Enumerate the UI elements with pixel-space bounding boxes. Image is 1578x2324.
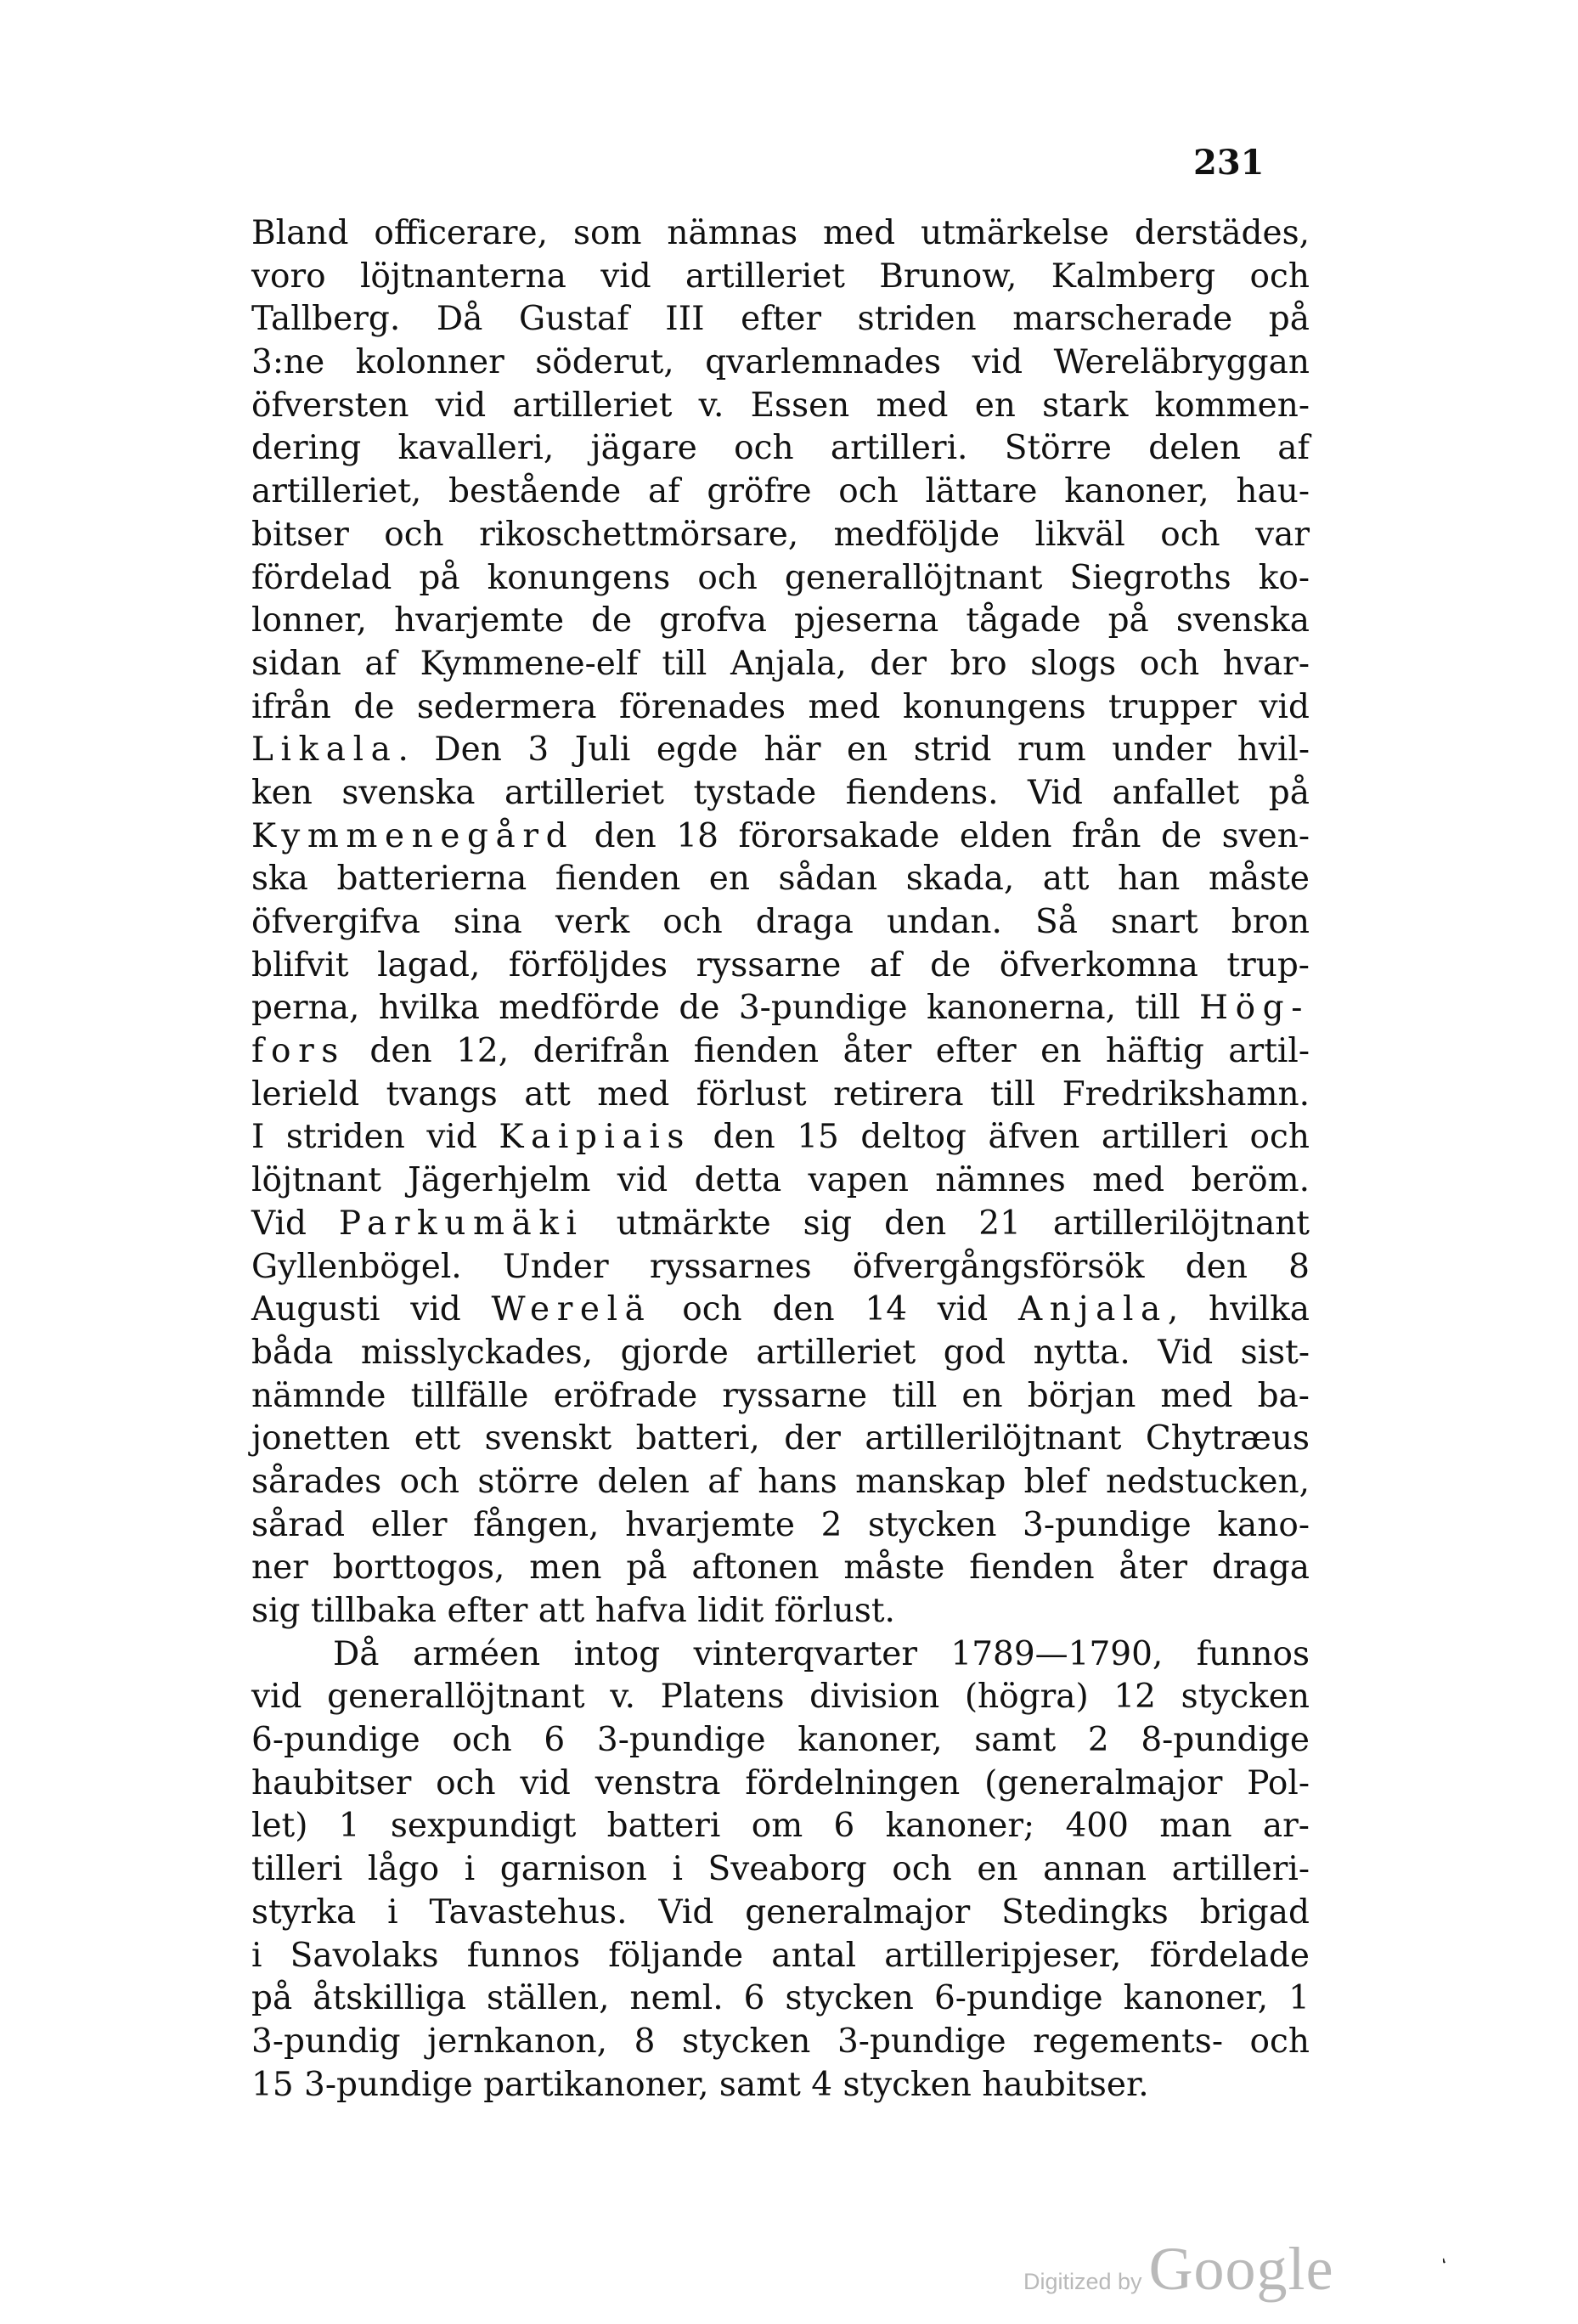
text-line [251, 385, 1310, 428]
text-line [251, 1676, 1310, 1719]
text-segment: ner borttogos, men på aftonen måste fienden åter draga [251, 1548, 1310, 1588]
text-line [251, 686, 1310, 730]
text-line [251, 514, 1310, 557]
place-name: Kaipiais [499, 1118, 692, 1157]
text-line [251, 1159, 1310, 1203]
text-line [251, 1289, 1310, 1332]
text-segment: och den 14 vid [651, 1290, 1019, 1329]
place-name: Hög- [1199, 989, 1310, 1028]
text-segment: bitser och rikoschettmörsare, medföljde likväl och var [251, 515, 1310, 554]
text-segment: på åtskilliga ställen, neml. 6 stycken 6-pundige kanoner, 1 [251, 1979, 1310, 2018]
text-line [251, 1074, 1310, 1117]
text-segment: 15 3-pundige partikanoner, samt 4 stycken haubitser. [251, 2065, 1149, 2104]
text-line [251, 600, 1310, 643]
text-line [251, 212, 1310, 256]
text-line [251, 1332, 1310, 1375]
text-line [251, 1719, 1310, 1763]
text-line [251, 1935, 1310, 1978]
text-segment: i Savolaks funnos följande antal artilleripjeser, fördelade [251, 1936, 1310, 1975]
text-line [251, 1375, 1310, 1419]
text-line [251, 1977, 1310, 2021]
text-line [251, 729, 1310, 772]
text-segment: båda misslyckades, gjorde artilleriet god nytta. Vid sist- [251, 1333, 1310, 1372]
digitized-watermark [1023, 2234, 1334, 2304]
text-line [251, 2064, 1310, 2107]
text-segment: utmärkte sig den 21 artillerilöjtnant [583, 1204, 1310, 1243]
text-segment: sig tillbaka efter att hafva lidit förlust. [251, 1592, 895, 1630]
watermark-prefix: Digitized by [1023, 2269, 1142, 2294]
text-segment: ken svenska artilleriet tystade fiendens. Vid anfallet på [251, 773, 1310, 812]
text-line [251, 1030, 1310, 1074]
place-name: Anjala [1018, 1290, 1168, 1329]
text-segment: dering kavalleri, jägare och artilleri. Större delen af [251, 429, 1310, 468]
text-segment: ifrån de sedermera förenades med konungens trupper vid [251, 687, 1310, 726]
text-segment: I striden vid [251, 1118, 499, 1157]
text-line [251, 1246, 1310, 1289]
body-text [251, 212, 1310, 2107]
text-line [251, 1504, 1310, 1548]
page-number: 231 [1193, 143, 1265, 183]
text-line [251, 901, 1310, 945]
text-line [251, 1805, 1310, 1848]
text-line [251, 256, 1310, 299]
text-line [251, 1633, 1310, 1677]
text-segment: sidan af Kymmene-elf till Anjala, der bro slogs och hvar- [251, 644, 1310, 683]
text-segment: 6-pundige och 6 3-pundige kanoner, samt 2 8-pundige [251, 1721, 1310, 1760]
text-segment: den 18 förorsakade elden från de sven- [574, 816, 1310, 855]
text-segment: styrka i Tavastehus. Vid generalmajor Stedingks brigad [251, 1892, 1310, 1932]
text-segment: ska batterierna fienden en sådan skada, att han måste [251, 860, 1310, 899]
text-segment: den 15 deltog äfven artilleri och [691, 1118, 1310, 1157]
text-segment: artilleriet, bestående af gröfre och lättare kanoner, hau- [251, 472, 1310, 511]
text-segment: sårades och större delen af hans manskap blef nedstucken, [251, 1462, 1310, 1501]
text-segment: lerield tvangs att med förlust retirera till Fredrikshamn. [251, 1075, 1310, 1114]
corner-mark-icon: ‘ [1439, 2254, 1455, 2277]
text-line [251, 772, 1310, 815]
text-segment: let) 1 sexpundigt batteri om 6 kanoner; 400 man ar- [251, 1807, 1310, 1846]
place-name: Likala [251, 730, 398, 770]
text-line [251, 341, 1310, 385]
text-segment: lonner, hvarjemte de grofva pjeserna tågade på svenska [251, 601, 1310, 640]
text-line [251, 557, 1310, 601]
text-line [251, 945, 1310, 988]
text-line [251, 1547, 1310, 1590]
text-segment: Vid [251, 1204, 339, 1243]
text-segment: den 12, derifrån fienden åter efter en häftig artil- [345, 1032, 1310, 1071]
text-segment: öfversten vid artilleriet v. Essen med en stark kommen- [251, 386, 1310, 425]
text-segment: sårad eller fången, hvarjemte 2 stycken 3-pundige kano- [251, 1505, 1310, 1544]
text-segment: Tallberg. Då Gustaf III efter striden marscherade på [251, 300, 1310, 339]
place-name: fors [251, 1032, 346, 1071]
place-name: Kymmenegård [251, 816, 575, 855]
text-segment: perna, hvilka medförde de 3-pundige kanonerna, till [251, 989, 1200, 1028]
text-segment: 3-pundig jernkanon, 8 stycken 3-pundige regements- och [251, 2022, 1310, 2061]
place-name: Parkumäki [338, 1204, 584, 1243]
text-segment: Gyllenbögel. Under ryssarnes öfvergångsförsök den 8 [251, 1247, 1310, 1286]
text-segment: löjtnant Jägerhjelm vid detta vapen nämnes med beröm. [251, 1161, 1310, 1200]
text-segment: voro löjtnanterna vid artilleriet Brunow, Kalmberg och [251, 257, 1310, 296]
text-segment: Då arméen intog vinterqvarter 1789—1790, funnos [333, 1634, 1310, 1673]
text-segment: Bland officerare, som nämnas med utmärkelse derstädes, [251, 214, 1310, 252]
place-name: Werelä [491, 1290, 652, 1329]
text-segment: fördelad på konungens och generallöjtnant Siegroths ko- [251, 558, 1310, 597]
text-line [251, 471, 1310, 514]
google-logo: Google [1148, 2235, 1334, 2303]
text-line [251, 1461, 1310, 1504]
text-segment: haubitser och vid venstra fördelningen (generalmajor Pol- [251, 1763, 1310, 1802]
text-line [251, 1116, 1310, 1159]
text-line [251, 1763, 1310, 1806]
text-segment: nämnde tillfälle eröfrade ryssarne till en början med ba- [251, 1376, 1310, 1415]
text-segment: Augusti vid [251, 1290, 492, 1329]
text-segment: tilleri lågo i garnison i Sveaborg och en annan artilleri- [251, 1850, 1310, 1889]
text-line [251, 987, 1310, 1030]
text-line [251, 2021, 1310, 2064]
text-segment: 3:ne kolonner söderut, qvarlemnades vid Wereläbryggan [251, 343, 1310, 382]
text-line [251, 1418, 1310, 1461]
text-line [251, 1590, 1310, 1633]
text-line [251, 815, 1310, 859]
text-segment: vid generallöjtnant v. Platens division (högra) 12 stycken [251, 1678, 1310, 1717]
text-line [251, 1203, 1310, 1246]
text-segment: blifvit lagad, förföljdes ryssarne af de öfverkomna trup- [251, 945, 1310, 984]
text-segment: öfvergifva sina verk och draga undan. Så snart bron [251, 903, 1310, 941]
text-line [251, 643, 1310, 686]
text-line [251, 427, 1310, 471]
text-segment: , hvilka [1167, 1290, 1310, 1329]
text-line [251, 1892, 1310, 1935]
text-segment: jonetten ett svenskt batteri, der artillerilöjtnant Chytræus [251, 1419, 1310, 1458]
text-segment: . Den 3 Juli egde här en strid rum under hvil- [397, 730, 1310, 770]
text-line [251, 858, 1310, 901]
text-line [251, 298, 1310, 341]
text-line [251, 1848, 1310, 1892]
